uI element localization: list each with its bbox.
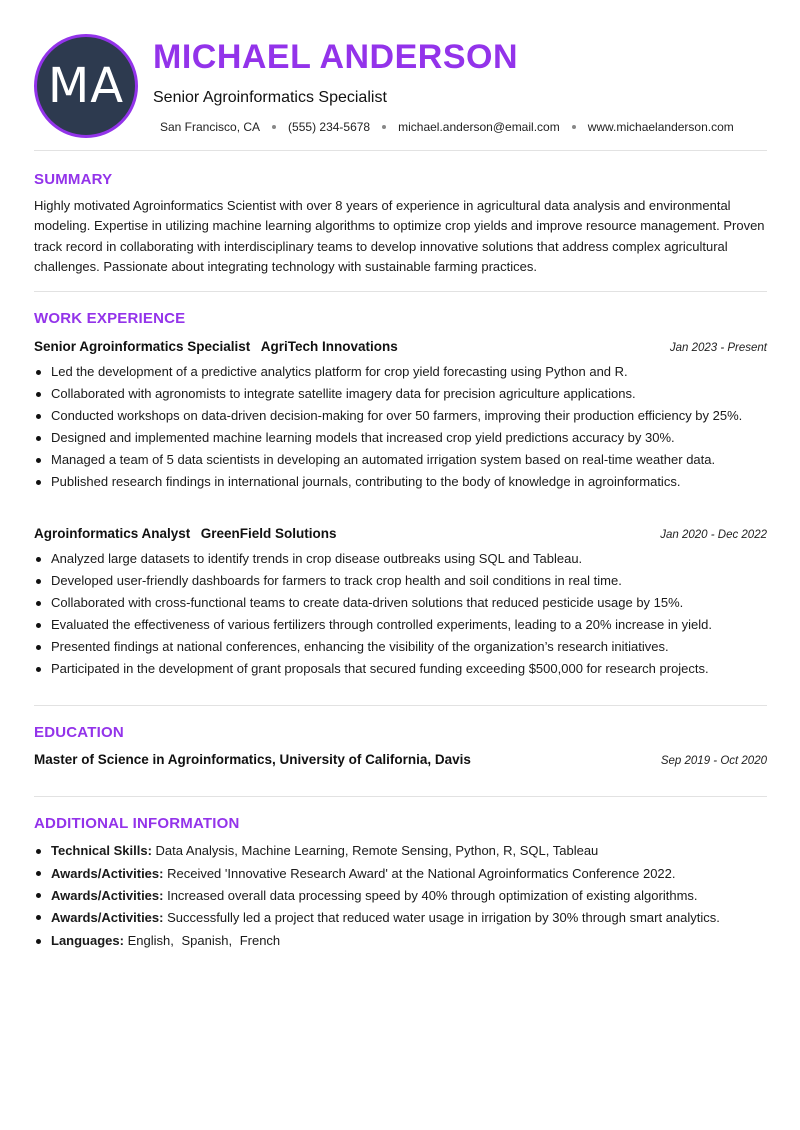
job-role: Agroinformatics Analyst bbox=[34, 526, 191, 541]
summary-heading: SUMMARY bbox=[34, 171, 113, 188]
avatar-initials: MA bbox=[47, 58, 125, 114]
contact-phone[interactable]: (555) 234-5678 bbox=[288, 120, 371, 134]
list-item: Developed user-friendly dashboards for farmers to track crop health and soil conditions in real time. bbox=[34, 571, 767, 591]
info-label: Awards/Activities: bbox=[51, 865, 164, 881]
education-entry bbox=[34, 752, 767, 767]
contact-location: San Francisco, CA bbox=[160, 120, 261, 134]
divider bbox=[34, 291, 767, 292]
list-item: Conducted workshops on data-driven decision-making for over 50 farmers, improving their production efficiency by 25%. bbox=[34, 406, 767, 426]
list-item: Collaborated with cross-functional teams to create data-driven solutions that reduced pesticide usage by 15%. bbox=[34, 593, 767, 613]
avatar bbox=[34, 34, 138, 138]
list-item bbox=[34, 908, 767, 928]
divider bbox=[34, 150, 767, 151]
info-text: Successfully led a project that reduced water usage in irrigation by 30% through smart analytics. bbox=[167, 909, 720, 925]
job-company: GreenField Solutions bbox=[200, 526, 337, 541]
separator-dot bbox=[272, 125, 276, 129]
divider bbox=[34, 796, 767, 797]
job-bullets bbox=[34, 362, 767, 495]
list-item bbox=[34, 864, 767, 884]
job-dates: Jan 2020 - Dec 2022 bbox=[660, 529, 767, 541]
info-text: Data Analysis, Machine Learning, Remote Sensing, Python, R, SQL, Tableau bbox=[155, 843, 599, 858]
list-item bbox=[34, 931, 767, 951]
contact-email[interactable]: michael.anderson@email.com bbox=[398, 120, 560, 134]
separator-dot bbox=[382, 125, 386, 129]
contact-bar bbox=[160, 120, 734, 134]
additional-info-heading: ADDITIONAL INFORMATION bbox=[34, 815, 240, 832]
list-item: Published research findings in international journals, contributing to the body of knowledge in agroinformatics. bbox=[34, 472, 767, 492]
job-bullets bbox=[34, 549, 767, 682]
info-text: Received 'Innovative Research Award' at the National Agroinformatics Conference 2022. bbox=[167, 865, 676, 881]
info-label: Technical Skills: bbox=[51, 843, 152, 858]
job-dates: Jan 2023 - Present bbox=[669, 342, 767, 354]
languages-label: Languages: bbox=[51, 933, 124, 949]
additional-info-list bbox=[34, 841, 767, 953]
info-label: Awards/Activities: bbox=[51, 909, 164, 925]
education-heading: EDUCATION bbox=[34, 724, 124, 741]
candidate-title: Senior Agroinformatics Specialist bbox=[153, 89, 387, 106]
job-header bbox=[34, 525, 767, 543]
job-header bbox=[34, 338, 767, 356]
work-experience-heading: WORK EXPERIENCE bbox=[34, 310, 186, 327]
list-item: Evaluated the effectiveness of various fertilizers through controlled experiments, leading to a 20% increase in yield. bbox=[34, 615, 767, 635]
contact-website[interactable]: www.michaelanderson.com bbox=[587, 120, 734, 134]
list-item bbox=[34, 841, 767, 861]
list-item: Managed a team of 5 data scientists in developing an automated irrigation system based on real-time weather data. bbox=[34, 450, 767, 470]
list-item: Presented findings at national conferences, enhancing the visibility of the organization’s research initiatives. bbox=[34, 637, 767, 657]
divider bbox=[34, 705, 767, 706]
candidate-name: MICHAEL ANDERSON bbox=[153, 38, 519, 76]
language-item: French bbox=[239, 933, 281, 949]
summary-text: Highly motivated Agroinformatics Scientist with over 8 years of experience in agricultural data analysis and environmental modeling. Expertise in utilizing machine learning algorithms to optimize crop yields and improve resource management. Proven track record in collaborating with interdisciplinary teams to develop innovative solutions that address complex agricultural challenges. Passionate about integrating technology with sustainable farming practices. bbox=[34, 198, 765, 274]
education-degree: Master of Science in Agroinformatics, University of California, Davis bbox=[34, 752, 471, 767]
list-item: Designed and implemented machine learning models that increased crop yield predictions accuracy by 30%. bbox=[34, 428, 767, 448]
separator-dot bbox=[572, 125, 576, 129]
list-item: Collaborated with agronomists to integrate satellite imagery data for precision agriculture applications. bbox=[34, 384, 767, 404]
list-item: Analyzed large datasets to identify trends in crop disease outbreaks using SQL and Tableau. bbox=[34, 549, 767, 569]
list-item bbox=[34, 886, 767, 906]
education-dates: Sep 2019 - Oct 2020 bbox=[660, 755, 767, 767]
list-item: Led the development of a predictive analytics platform for crop yield forecasting using Python and R. bbox=[34, 362, 767, 382]
language-item: Spanish, bbox=[181, 933, 233, 949]
info-text: Increased overall data processing speed by 40% through optimization of existing algorithms. bbox=[167, 887, 698, 903]
job-role: Senior Agroinformatics Specialist bbox=[34, 339, 251, 354]
language-item: English, bbox=[127, 933, 174, 949]
info-label: Awards/Activities: bbox=[51, 887, 164, 903]
job-company: AgriTech Innovations bbox=[260, 339, 398, 354]
list-item: Participated in the development of grant proposals that secured funding exceeding $500,000 for research projects. bbox=[34, 659, 767, 679]
